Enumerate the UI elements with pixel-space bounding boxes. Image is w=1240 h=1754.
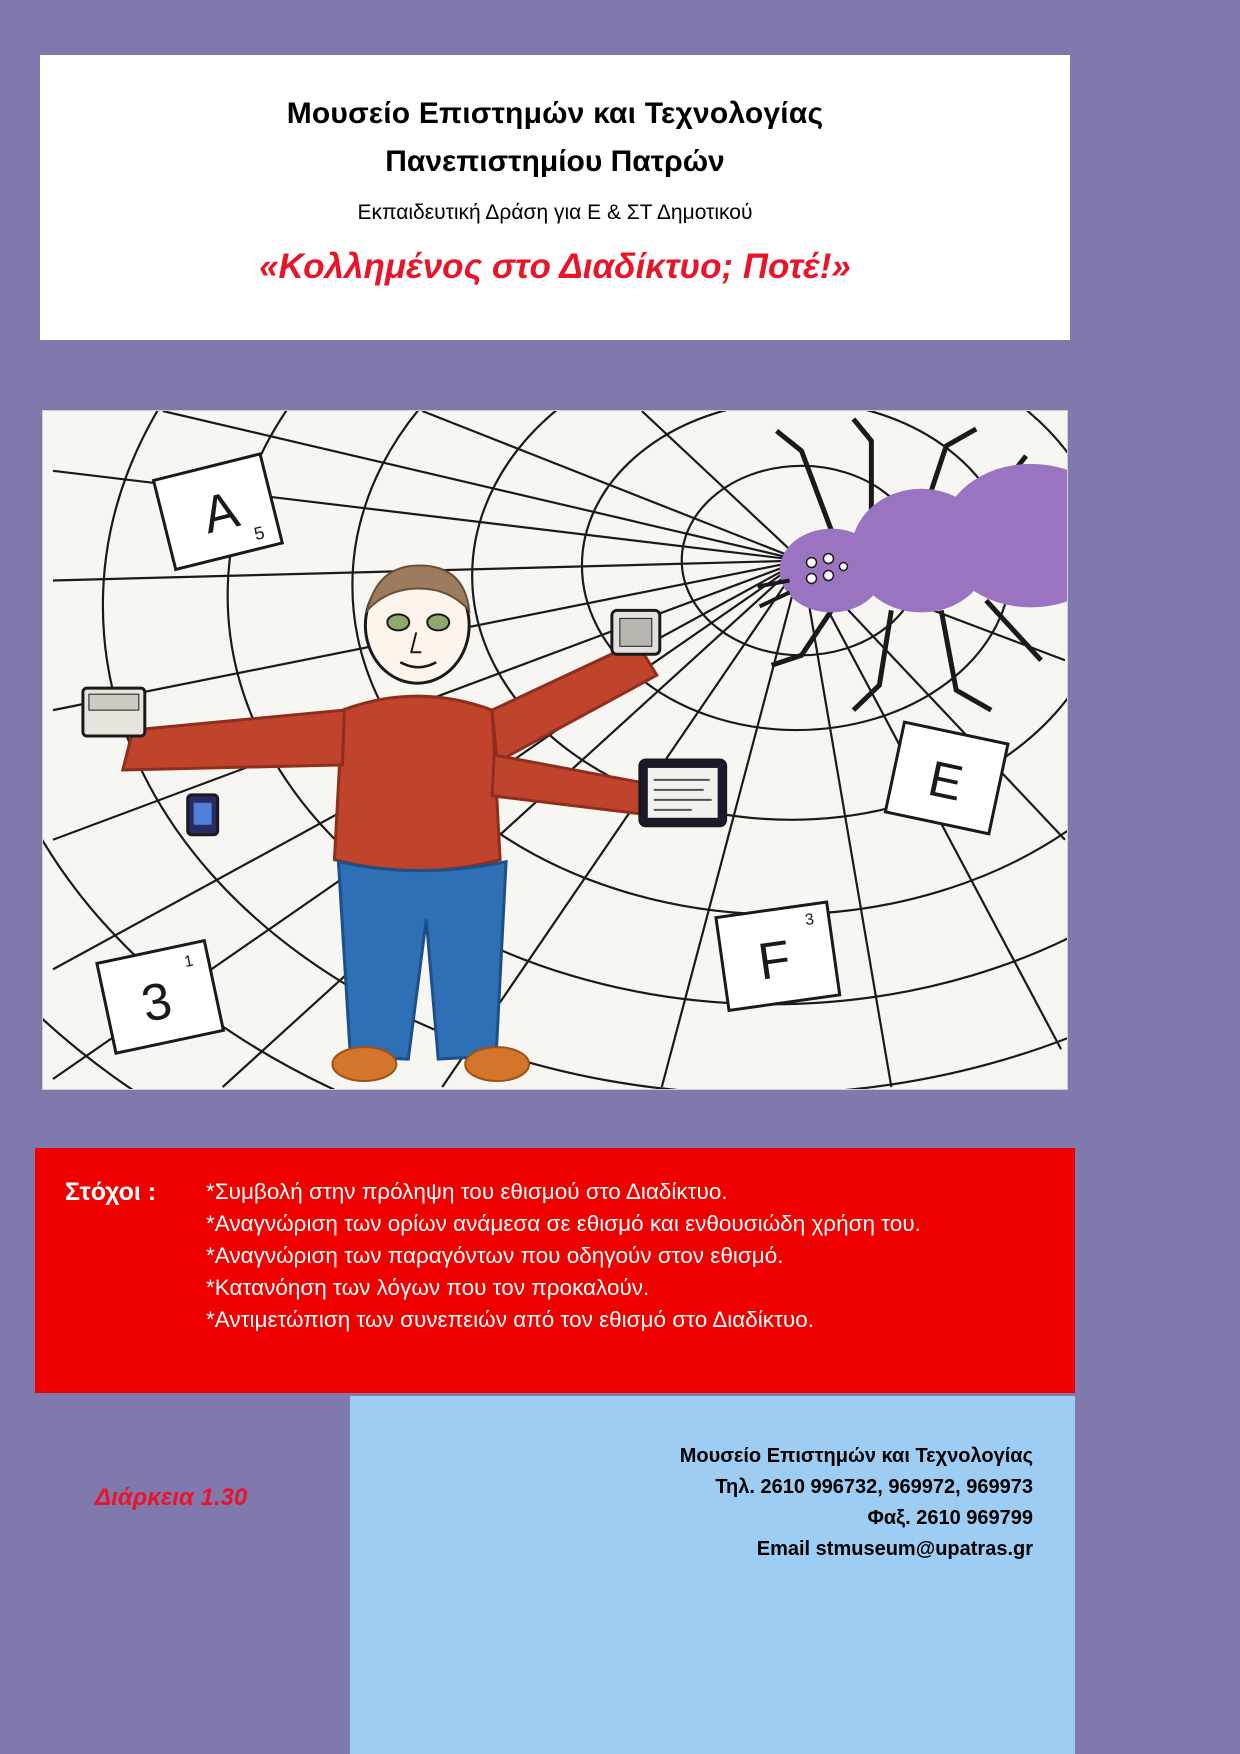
svg-text:F: F [754, 928, 794, 991]
spider-web-drawing [43, 411, 1067, 1089]
goal-item: *Αναγνώριση των ορίων ανάμεσα σε εθισμό και ενθουσιώδη χρήση του. [206, 1210, 921, 1236]
contact-museum-name: Μουσείο Επιστημών και Τεχνολογίας [679, 1445, 1033, 1467]
museum-name-line-2: Πανεπιστημίου Πατρών [385, 145, 725, 178]
contact-box [350, 1396, 1075, 1754]
page-title: «Κολλημένος στο Διαδίκτυο; Ποτέ!» [259, 247, 851, 286]
header-box [40, 55, 1070, 340]
svg-text:E: E [923, 749, 968, 812]
program-subtitle: Εκπαιδευτική Δράση για Ε & ΣΤ Δημοτικού [357, 201, 753, 224]
contact-phone: Τηλ. 2610 996732, 969972, 969973 [715, 1476, 1033, 1498]
contact-fax: Φαξ. 2610 969799 [867, 1507, 1033, 1529]
museum-name-line-1: Μουσείο Επιστημών και Τεχνολογίας [286, 97, 824, 130]
goals-list [200, 1176, 921, 1393]
duration-label: Διάρκεια 1.30 [95, 1484, 248, 1511]
goal-item: *Συμβολή στην πρόληψη του εθισμού στο Διαδίκτυο. [206, 1179, 728, 1204]
goal-item: *Κατανόηση των λόγων που τον προκαλούν. [206, 1274, 650, 1300]
contact-email: Email stmuseum@upatras.gr [756, 1538, 1033, 1560]
goal-item: *Αντιμετώπιση των συνεπειών από τον εθισμό στο Διαδίκτυο. [206, 1306, 814, 1332]
goal-item: *Αναγνώριση των παραγόντων που οδηγούν στον εθισμό. [206, 1242, 784, 1268]
svg-text:1: 1 [182, 952, 195, 971]
svg-text:A: A [196, 479, 245, 545]
goals-label: Στόχοι : [65, 1178, 157, 1206]
svg-text:5: 5 [252, 522, 267, 545]
svg-text:3: 3 [136, 970, 177, 1034]
goals-box [35, 1148, 1075, 1393]
svg-text:3: 3 [803, 911, 816, 930]
illustration-image [42, 410, 1068, 1090]
